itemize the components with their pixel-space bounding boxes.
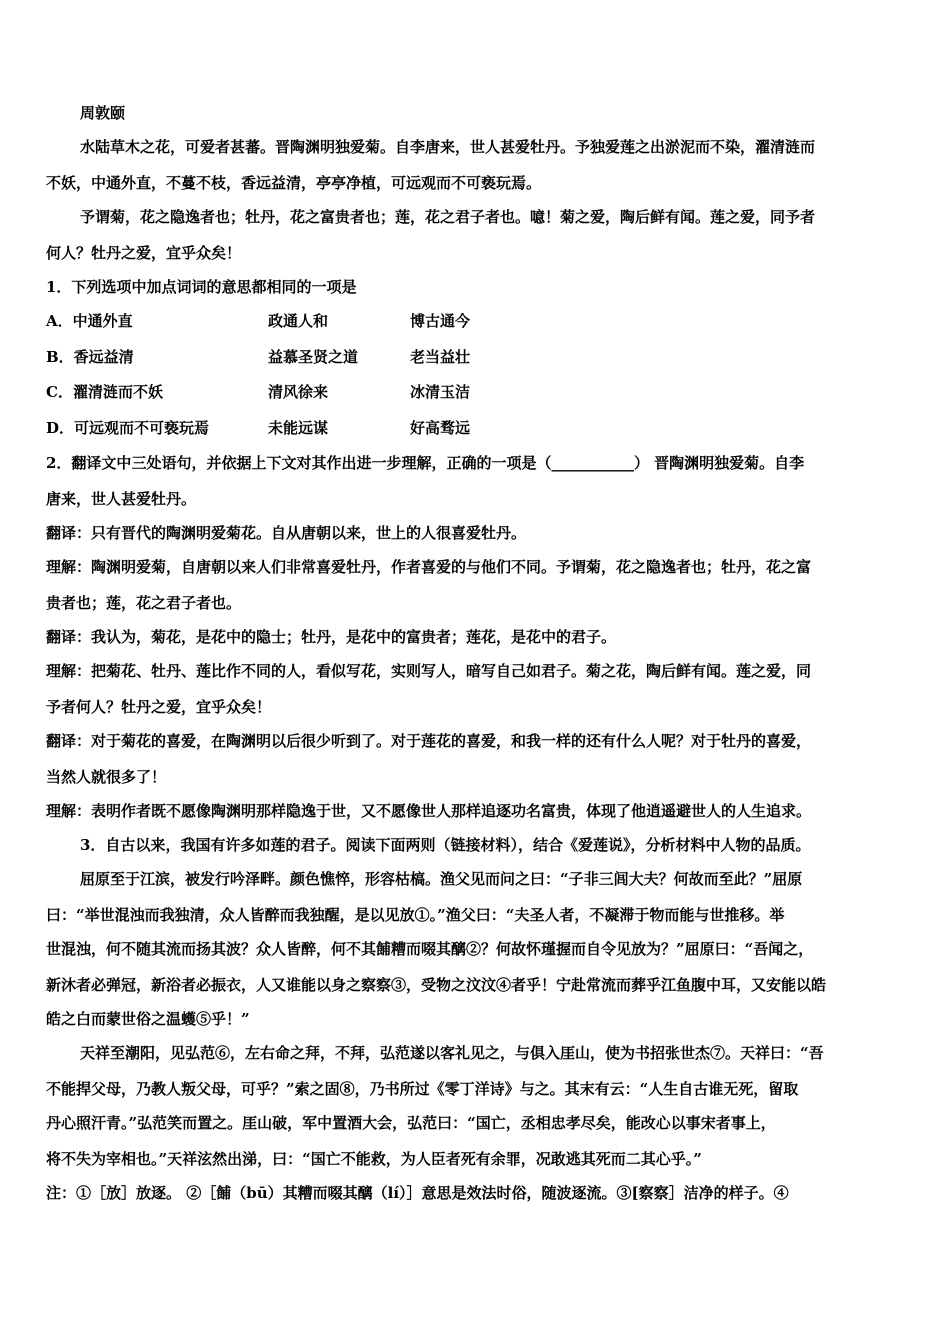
option-c-col2: 清风徐来 — [268, 383, 329, 401]
q3-line: 曰：“举世混浊而我独清，众人皆醉而我独醒，是以见放①。”渔父曰：“夫圣人者，不凝滞于物而能与世推移。举 — [46, 906, 785, 924]
q2-line: 翻译：我认为，菊花，是花中的隐士；牡丹，是花中的富贵者；莲花，是花中的君子。 — [46, 628, 617, 646]
option-d-col3: 好高骛远 — [410, 419, 471, 437]
option-c-col3: 冰清玉洁 — [410, 383, 471, 401]
question-1-stem: 1．下列选项中加点词词的意思都相同的一项是 — [46, 278, 357, 296]
option-a-col2: 政通人和 — [268, 312, 329, 330]
option-d-col2: 未能远谋 — [268, 419, 329, 437]
q3-line: 皓之白而蒙世俗之温蠖⑤乎！” — [46, 1010, 250, 1028]
text-line: 不妖，中通外直，不蔓不枝，香远益清，亭亭净植，可远观而不可亵玩焉。 — [46, 174, 542, 192]
q2-line: 翻译：只有晋代的陶渊明爱菊花。自从唐朝以来，世上的人很喜爱牡丹。 — [46, 524, 527, 542]
text-line: 何人？牡丹之爱，宜乎众矣！ — [46, 244, 242, 262]
q3-line: 不能捍父母，乃教人叛父母，可乎？”索之固⑧，乃书所过《零丁洋诗》与之。其末有云：“人生自古谁无死，留取 — [46, 1080, 799, 1098]
option-c-col1: C．濯清涟而不妖 — [46, 383, 163, 401]
q3-line: 天祥至潮阳，见弘范⑥，左右命之拜，不拜，弘范遂以客礼见之，与俱入厓山，使为书招张世杰⑦。天祥曰：“吾 — [80, 1044, 824, 1062]
author-line: 周敦颐 — [80, 104, 126, 122]
q2-line: 当然人就很多了！ — [46, 768, 167, 786]
q2-line: 2．翻译文中三处语句，并依据上下文对其作出进一步理解，正确的一项是（___________） 晋陶渊明独爱菊。自李 — [46, 454, 805, 472]
option-b-col3: 老当益壮 — [410, 348, 471, 366]
q3-line: 屈原至于江滨，被发行吟泽畔。颜色憔悴，形容枯槁。渔父见而问之曰：“子非三闾大夫？何故而至此？”屈原 — [80, 870, 803, 888]
q3-line: 3．自古以来，我国有许多如莲的君子。阅读下面两则（链接材料），结合《爱莲说》，分析材料中人物的品质。 — [80, 836, 811, 854]
option-b-col1: B．香远益清 — [46, 348, 134, 366]
text-line: 水陆草木之花，可爱者甚蕃。晋陶渊明独爱菊。自李唐来，世人甚爱牡丹。予独爱莲之出淤泥而不染，濯清涟而 — [80, 138, 816, 156]
q2-line: 予者何人？牡丹之爱，宜乎众矣！ — [46, 698, 272, 716]
q3-line: 新沐者必弹冠，新浴者必振衣，人又谁能以身之察察③，受物之汶汶④者乎！宁赴常流而葬乎江鱼腹中耳，又安能以皓 — [46, 976, 827, 994]
q2-line: 翻译：对于菊花的喜爱，在陶渊明以后很少听到了。对于莲花的喜爱，和我一样的还有什么人呢？对于牡丹的喜爱， — [46, 732, 812, 750]
q3-line: 丹心照汗青。”弘范笑而置之。厓山破，军中置酒大会，弘范曰：“国亡，丞相忠孝尽矣，能改心以事宋者事上， — [46, 1114, 776, 1132]
q3-line: 世混浊，何不随其流而扬其波？众人皆醉，何不其餔糟而啜其醨②？何故怀瑾握而自令见放为？”屈原曰：“吾闻之， — [46, 940, 814, 958]
option-b-col2: 益慕圣贤之道 — [268, 348, 359, 366]
q2-line: 理解：表明作者既不愿像陶渊明那样隐逸于世，又不愿像世人那样追逐功名富贵，体现了他逍遥避世人的人生追求。 — [46, 802, 812, 820]
q2-line: 理解：把菊花、牡丹、莲比作不同的人，看似写花，实则写人，暗写自己如君子。菊之花，陶后鲜有闻。莲之爱，同 — [46, 662, 812, 680]
q2-line: 贵者也；莲，花之君子者也。 — [46, 594, 242, 612]
option-a-col3: 博古通今 — [410, 312, 471, 330]
q2-line: 理解：陶渊明爱菊，自唐朝以来人们非常喜爱牡丹，作者喜爱的与他们不同。予谓菊，花之隐逸者也；牡丹，花之富 — [46, 558, 812, 576]
text-line: 予谓菊，花之隐逸者也；牡丹，花之富贵者也；莲，花之君子者也。噫！菊之爱，陶后鲜有闻。莲之爱，同予者 — [80, 208, 816, 226]
q3-notes-line: 注：①［放］放逐。 ②［餔（bū）其糟而啜其醨（lí）］意思是效法时俗，随波逐流。③[察察］洁净的样子。④ — [46, 1184, 789, 1202]
q2-line: 唐来，世人甚爱牡丹。 — [46, 490, 197, 508]
option-a-col1: A．中通外直 — [46, 312, 133, 330]
q3-line: 将不失为宰相也。”天祥泫然出涕，曰：“国亡不能救，为人臣者死有余罪，况敢逃其死而二其心乎。” — [46, 1150, 702, 1168]
option-d-col1: D．可远观而不可亵玩焉 — [46, 419, 210, 437]
